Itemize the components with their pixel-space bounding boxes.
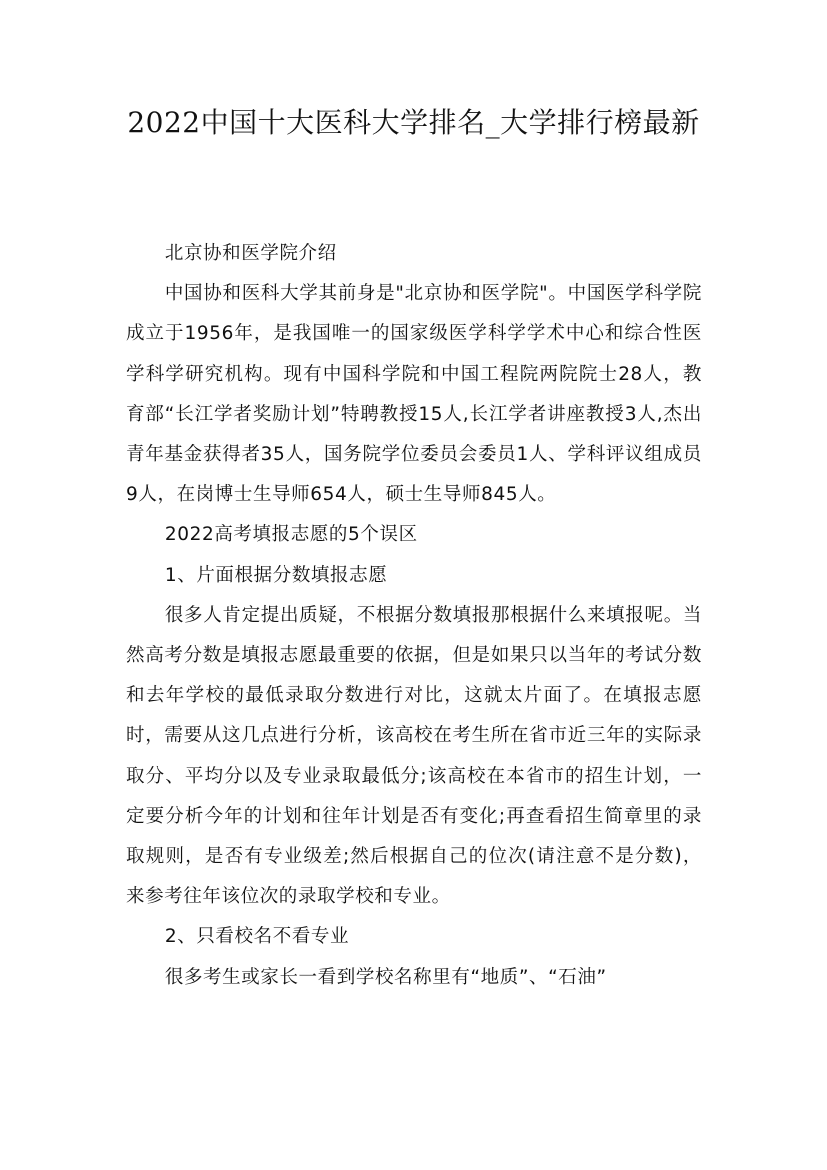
document-title: 2022中国十大医科大学排名_大学排行榜最新 [127,106,700,139]
paragraph-intro: 中国协和医科大学其前身是"北京协和医学院"。中国医学科学院成立于1956年，是我国唯一的国家级医学科学学术中心和综合性医学科学研究机构。现有中国科学院和中国工程院两院院士28人，教育部“长江学者奖励计划”特聘教授15人,长江学者讲座教授3人,杰出青年基金获得者35人，国务院学位委员会委员1人、学科评议组成员9人，在岗博士生导师654人，硕士生导师845人。 [126,283,702,506]
paragraph-item-heading: 1、片面根据分数填报志愿 [164,564,388,586]
paragraph-section-heading: 北京协和医学院介绍 [164,243,337,264]
paragraph-item-heading: 2、只看校名不看专业 [164,926,350,948]
document-body [126,234,702,998]
paragraph-body: 很多人肯定提出质疑，不根据分数填报那根据什么来填报呢。当然高考分数是填报志愿最重要的依据，但是如果只以当年的考试分数和去年学校的最低录取分数进行对比，这就太片面了。在填报志愿时，需要从这几点进行分析，该高校在考生所在省市近三年的实际录取分、平均分以及专业录取最低分;该高校在本省市的招生计划，一定要分析今年的计划和往年计划是否有变化;再查看招生简章里的录取规则，是否有专业级差;然后根据自己的位次(请注意不是分数)，来参考往年该位次的录取学校和专业。 [126,604,702,908]
paragraph-body: 很多考生或家长一看到学校名称里有“地质”、“石油” [164,966,607,988]
paragraph-section-heading: 2022高考填报志愿的5个误区 [164,524,418,546]
